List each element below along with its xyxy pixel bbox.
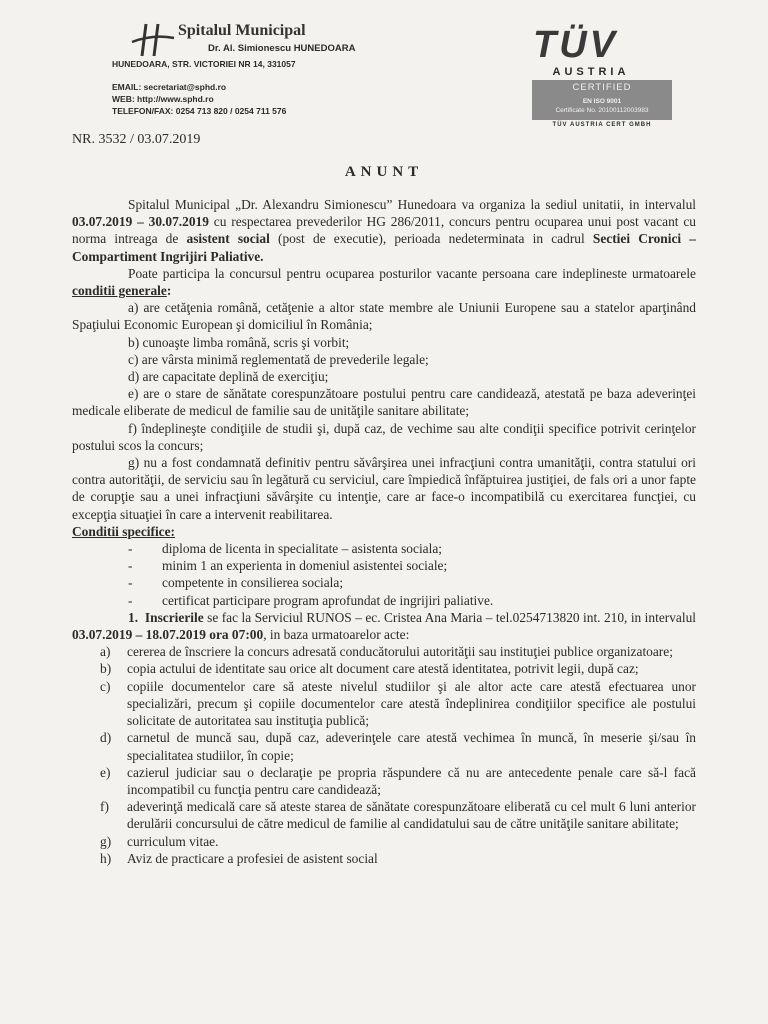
specific-condition: - diploma de licenta in specialitate – asistenta sociala; (128, 541, 442, 557)
required-document: e) cazierul judiciar sau o declaraţie pe propria răspundere că nu are antecedente penale care să-l facă incompatibil cu funcţia pentru care candidează; (100, 764, 696, 797)
document-number: NR. 3532 / 03.07.2019 (72, 132, 201, 147)
certified-label: CERTIFIED (572, 82, 632, 93)
tuv-footer: TÜV AUSTRIA CERT GMBH (552, 122, 652, 128)
specific-condition: - certificat participare program aprofundat de ingrijiri paliative. (128, 592, 494, 608)
tuv-certification-logo (507, 20, 675, 128)
required-document: h) Aviz de practicare a profesiei de asistent social (100, 850, 378, 866)
certificate-number: Certificate No. 20100112003983 (555, 107, 649, 114)
required-document: c) copiile documentelor care să ateste nivelul studiilor şi ale altor acte care atestă efectuarea unor specializări, precum şi copiile documentelor care atestă îndeplinirea condiţiilor specifice ale postului solicitate de autoritatea sau instituţia publică; (100, 678, 696, 729)
hospital-address: HUNEDOARA, STR. VICTORIEI NR 14, 331057 (112, 59, 296, 69)
contact-phone: TELEFON/FAX: 0254 713 820 / 0254 711 576 (112, 106, 287, 116)
specific-condition: - competente in consilierea sociala; (128, 575, 344, 591)
general-condition: g) nu a fost condamnată definitiv pentru săvârşirea unei infracţiuni contra umanităţii, contra statului ori contra autorităţii, de serviciu sau în legătură cu serviciul, care împiedică înfăptuirea justiţiei, de fals ori a unor fapte de corupţie sau a unei infracţiuni săvârşite cu intenţie, care ar face-o incompatibilă cu exercitarea funcţiei, cu excepţia situaţiei în care a intervenit reabilitarea. (72, 455, 696, 522)
hospital-name: Spitalul Municipal (178, 22, 306, 39)
required-document: d) carnetul de muncă sau, după caz, adeverinţele care atestă vechimea în muncă, în meserie şi/sau în specialitatea studiilor, în copie; (100, 730, 696, 763)
tuv-wordmark: TÜV (533, 24, 618, 66)
required-document: a) cererea de înscriere la concurs adresată conducătorului autorităţii sau instituţiei publice organizatoare; (100, 644, 673, 660)
general-condition: c) are vârsta minimă reglementată de prevederile legale; (128, 351, 429, 367)
general-condition: d) are capacitate deplină de exerciţiu; (128, 369, 329, 385)
required-document: g) curriculum vitae. (100, 833, 219, 849)
hospital-contact (112, 81, 286, 117)
general-condition: e) are o stare de sănătate corespunzătoare postului pentru care candidează, atestată pe baza adeverinţei medicale eliberate de medicul de familie sau de unităţile sanitare abilitate; (72, 386, 696, 419)
hospital-logo-icon (128, 22, 178, 58)
document-title: ANUNT (344, 164, 424, 180)
required-document: b) copia actului de identitate sau orice alt document care atestă identitatea, potrivit legii, după caz; (100, 661, 639, 677)
intro-paragraph: Spitalul Municipal „Dr. Alexandru Simionescu” Hunedoara va organiza la sediul unitatii, in intervalul 03.07.2019 – 30.07.2019 cu respectarea prevederilor HG 286/2011, concurs pentru ocuparea unui post vacant cu norma intreaga de asistent social (post de executie), perioada nedeterminata in cadrul Sectiei Cronici – Compartiment Ingrijiri Paliative. (72, 197, 696, 264)
certified-badge (532, 80, 672, 120)
hospital-subtitle: Dr. Al. Simionescu HUNEDOARA (208, 43, 356, 54)
specific-condition: - minim 1 an experienta in domeniul asistentei sociale; (128, 558, 448, 574)
iso-standard: EN ISO 9001 (582, 98, 622, 105)
conditions-intro: Poate participa la concursul pentru ocuparea posturilor vacante persoana care indeplineste urmatoarele conditii generale: (72, 265, 696, 299)
general-condition: b) cunoaşte limba română, scris şi vorbit; (128, 334, 350, 350)
required-document: f) adeverinţă medicală care să ateste starea de sănătate corespunzătoare eliberată cu cel mult 6 luni anterior derulării concursului de către medicul de familie al candidatului sau de către unităţile sanitare abilitate; (100, 799, 696, 832)
registration-paragraph: 1. Inscrierile se fac la Serviciul RUNOS – ec. Cristea Ana Maria – tel.0254713820 int. 210, in intervalul 03.07.2019 – 18.07.2019 ora 07:00, in baza urmatoarelor acte: (72, 609, 696, 643)
contact-email: EMAIL: secretariat@sphd.ro (112, 82, 227, 92)
general-condition: a) are cetăţenia română, cetăţenie a altor state membre ale Uniunii Europene sau a statelor aparţinând Spaţiului Economic European şi domiciliul în România; (72, 300, 696, 333)
tuv-country: AUSTRIA (552, 66, 630, 78)
specific-conditions-heading: Conditii specifice: (72, 523, 176, 539)
contact-web: WEB: http://www.sphd.ro (112, 94, 214, 104)
document-body (72, 196, 696, 867)
general-condition: f) îndeplineşte condiţiile de studii şi, după caz, de vechime sau alte condiţii specifice potrivit cerinţelor postului scos la concurs; (72, 420, 696, 453)
